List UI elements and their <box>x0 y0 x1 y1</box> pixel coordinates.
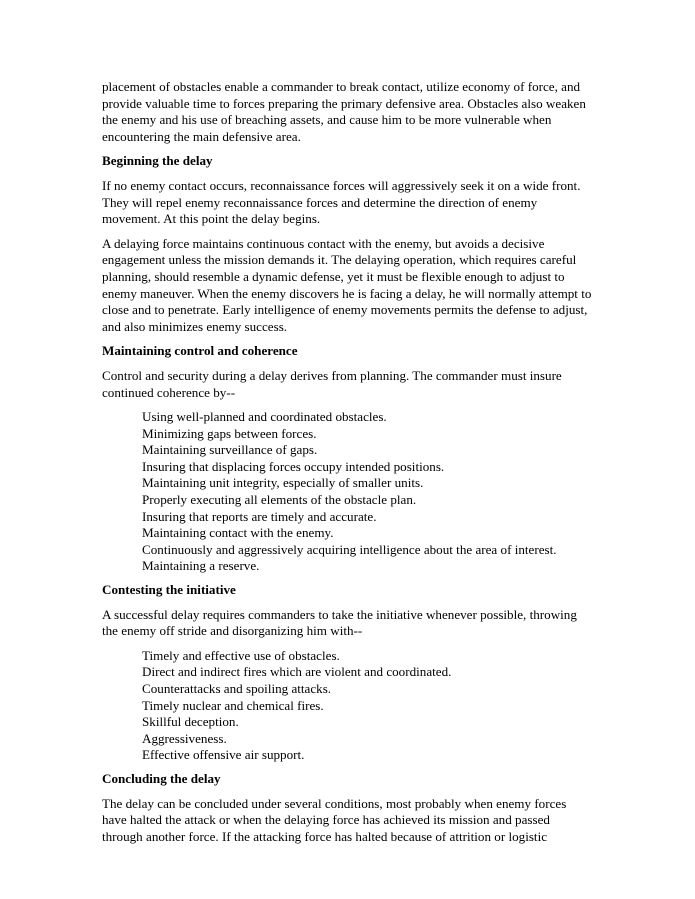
list-item: Insuring that reports are timely and accurate. <box>142 508 377 524</box>
list-item: Insuring that displacing forces occupy intended positions. <box>142 458 445 474</box>
section-heading: Concluding the delay <box>102 770 221 786</box>
section-intro <box>102 79 592 145</box>
list-item: Timely and effective use of obstacles. <box>142 647 340 663</box>
section-beginning-the-delay <box>102 153 592 335</box>
paragraph: The delay can be concluded under several conditions, most probably when enemy forces have halted the attack or when the delaying force has achieved its mission and passed through another force. If the attacking force has halted because of attrition or logistic <box>102 795 567 844</box>
list-item: Counterattacks and spoiling attacks. <box>142 681 332 696</box>
list-item: Direct and indirect fires which are violent and coordinated. <box>142 664 452 680</box>
list-item: Using well-planned and coordinated obstacles. <box>142 409 387 425</box>
list-item: Skillful deception. <box>142 714 239 730</box>
section-concluding-the-delay <box>102 771 592 845</box>
coherence-list <box>102 409 592 575</box>
paragraph: A delaying force maintains continuous contact with the enemy, but avoids a decisive engagement unless the mission demands it. The delaying operation, which requires careful planning, should resemble a dynamic defense, yet it must be flexible enough to adjust to enemy maneuver. When the enemy discovers he is facing a delay, he will normally attempt to close and to penetrate. Early intelligence of enemy movements permits the defense to adjust, and also minimizes enemy success. <box>102 235 592 334</box>
list-item: Effective offensive air support. <box>142 747 305 763</box>
list-item: Maintaining contact with the enemy. <box>142 525 334 541</box>
list-item: Maintaining a reserve. <box>142 558 260 574</box>
paragraph: A successful delay requires commanders to take the initiative whenever possible, throwing the enemy off stride and disorganizing him with-- <box>102 606 577 639</box>
list-item: Maintaining surveillance of gaps. <box>142 442 318 458</box>
list-item: Minimizing gaps between forces. <box>142 425 317 441</box>
document-page <box>102 79 592 853</box>
section-heading: Beginning the delay <box>102 153 213 169</box>
paragraph: Control and security during a delay derives from planning. The commander must insure continued coherence by-- <box>102 367 562 400</box>
list-item: Maintaining unit integrity, especially of smaller units. <box>142 475 424 491</box>
list-item: Aggressiveness. <box>142 730 227 746</box>
section-contesting-the-initiative <box>102 582 592 764</box>
paragraph: placement of obstacles enable a commander to break contact, utilize economy of force, and provide valuable time to forces preparing the primary defensive area. Obstacles also weaken the enemy and his use of breaching assets, and cause him to be more vulnerable when encountering the main defensive area. <box>102 79 586 144</box>
section-heading: Contesting the initiative <box>102 582 236 598</box>
list-item: Continuously and aggressively acquiring intelligence about the area of interest. <box>142 541 557 557</box>
initiative-list <box>102 648 592 764</box>
section-heading: Maintaining control and coherence <box>102 343 298 359</box>
section-maintaining-control <box>102 343 592 575</box>
list-item: Properly executing all elements of the obstacle plan. <box>142 492 417 508</box>
paragraph: If no enemy contact occurs, reconnaissance forces will aggressively seek it on a wide front. They will repel enemy reconnaissance forces and determine the direction of enemy movement. At this point the delay begins. <box>102 177 581 227</box>
list-item: Timely nuclear and chemical fires. <box>142 697 324 713</box>
